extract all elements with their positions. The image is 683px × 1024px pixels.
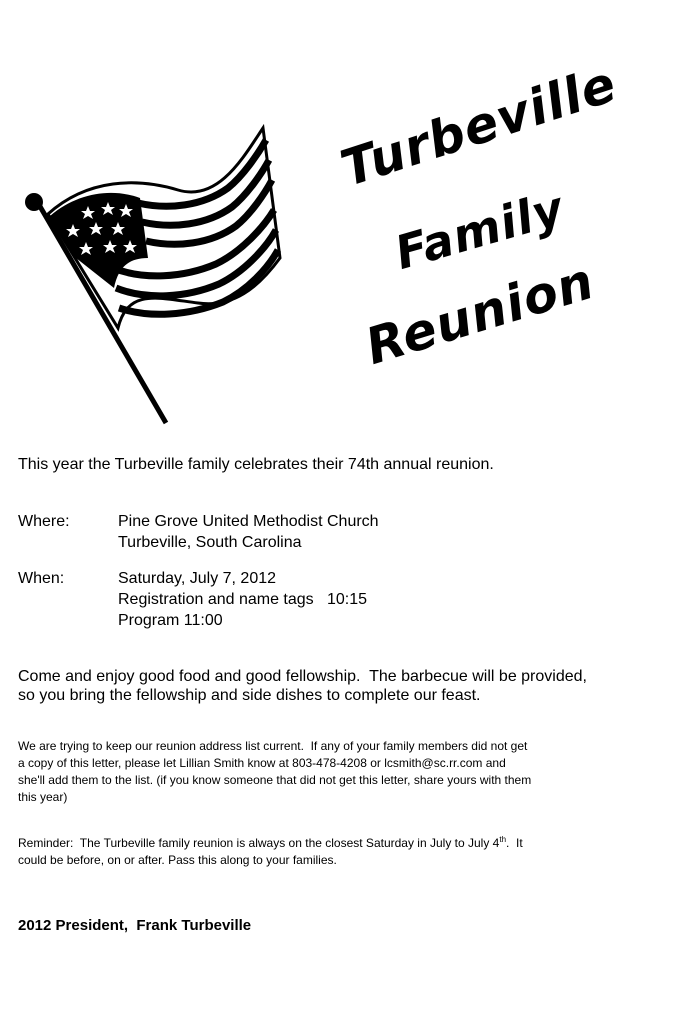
address-note-line-1: We are trying to keep our reunion address list current. If any of your family members did not get <box>18 739 528 753</box>
intro-text: This year the Turbeville family celebrates their 74th annual reunion. <box>18 456 494 473</box>
where-line-1: Pine Grove United Methodist Church <box>118 513 379 530</box>
when-line-1: Saturday, July 7, 2012 <box>118 570 277 587</box>
title-line-2: Family <box>389 180 570 280</box>
title-line-1: Turbeville <box>334 54 624 198</box>
reminder-superscript: th <box>499 835 507 844</box>
where-line-2: Turbeville, South Carolina <box>118 534 302 551</box>
reminder-text: Reminder: The Turbeville family reunion is always on the closest Saturday in July to July 4 <box>18 836 500 850</box>
invite-line-1: Come and enjoy good food and good fellowship. The barbecue will be provided, <box>18 668 587 685</box>
american-flag-icon <box>18 118 283 428</box>
address-note-line-2: a copy of this letter, please let Lillian Smith know at 803-478-4208 or lcsmith@sc.rr.com and <box>18 756 506 770</box>
address-note-line-4: this year) <box>18 790 68 804</box>
address-note-line-3: she'll add them to the list. (if you know someone that did not get this letter, share yours with them <box>18 773 532 787</box>
reminder-line-1 <box>18 835 628 852</box>
where-label: Where: <box>18 513 70 530</box>
title-line-3: Reunion <box>359 251 601 376</box>
reminder-line-2: could be before, on or after. Pass this along to your families. <box>18 853 337 867</box>
when-label: When: <box>18 570 65 587</box>
president-signature: 2012 President, Frank Turbeville <box>18 917 252 934</box>
when-line-2: Registration and name tags 10:15 <box>118 591 368 608</box>
reminder-text-end: . It <box>506 836 523 850</box>
when-line-3: Program 11:00 <box>118 612 223 629</box>
invite-line-2: so you bring the fellowship and side dishes to complete our feast. <box>18 687 481 704</box>
